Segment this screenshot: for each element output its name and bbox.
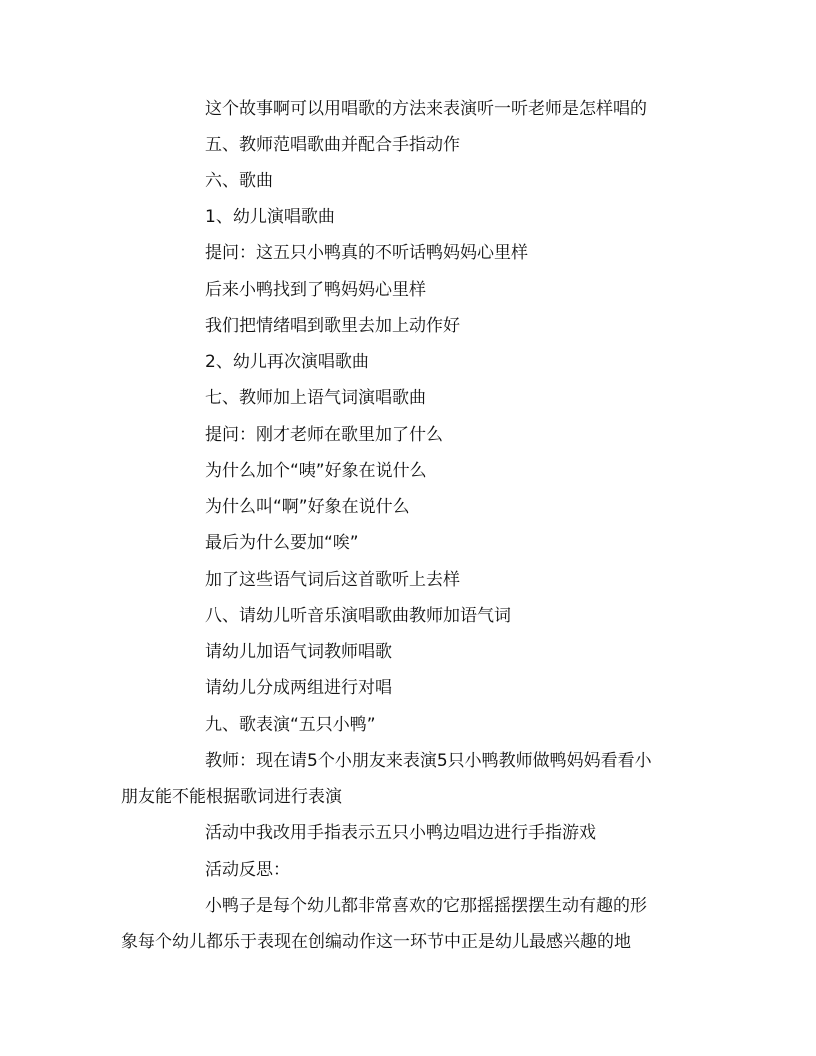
text-line: 请幼儿加语气词教师唱歌: [205, 642, 392, 662]
text-line: 我们把情绪唱到歌里去加上动作好: [205, 316, 460, 336]
text-line: 朋友能不能根据歌词进行表演: [121, 787, 342, 807]
text-line: 七、教师加上语气词演唱歌曲: [205, 388, 426, 408]
text-line: 八、请幼儿听音乐演唱歌曲教师加语气词: [205, 606, 511, 626]
text-line: 最后为什么要加“唉”: [205, 533, 359, 553]
text-line: 活动中我改用手指表示五只小鸭边唱边进行手指游戏: [205, 823, 596, 843]
text-line: 提问：刚才老师在歌里加了什么: [205, 425, 443, 445]
text-line: 1、幼儿演唱歌曲: [205, 207, 335, 227]
text-line: 为什么加个“咦”好象在说什么: [205, 461, 427, 481]
text-line: 请幼儿分成两组进行对唱: [205, 678, 392, 698]
text-line: 小鸭子是每个幼儿都非常喜欢的它那摇摇摆摆生动有趣的形: [205, 896, 647, 916]
text-line: 加了这些语气词后这首歌听上去样: [205, 570, 460, 590]
text-line: 五、教师范唱歌曲并配合手指动作: [205, 135, 460, 155]
text-line: 六、歌曲: [205, 171, 273, 191]
text-line: 九、歌表演“五只小鸭”: [205, 715, 376, 735]
text-line: 为什么叫“啊”好象在说什么: [205, 497, 410, 517]
text-line: 象每个幼儿都乐于表现在创编动作这一环节中正是幼儿最感兴趣的地: [121, 932, 631, 952]
text-line: 后来小鸭找到了鸭妈妈心里样: [205, 280, 426, 300]
text-line: 这个故事啊可以用唱歌的方法来表演听一听老师是怎样唱的: [205, 99, 647, 119]
text-line: 教师：现在请5个小朋友来表演5只小鸭教师做鸭妈妈看看小: [205, 751, 652, 771]
text-line: 提问：这五只小鸭真的不听话鸭妈妈心里样: [205, 243, 528, 263]
text-line: 活动反思：: [205, 860, 290, 880]
text-line: 2、幼儿再次演唱歌曲: [205, 352, 369, 372]
